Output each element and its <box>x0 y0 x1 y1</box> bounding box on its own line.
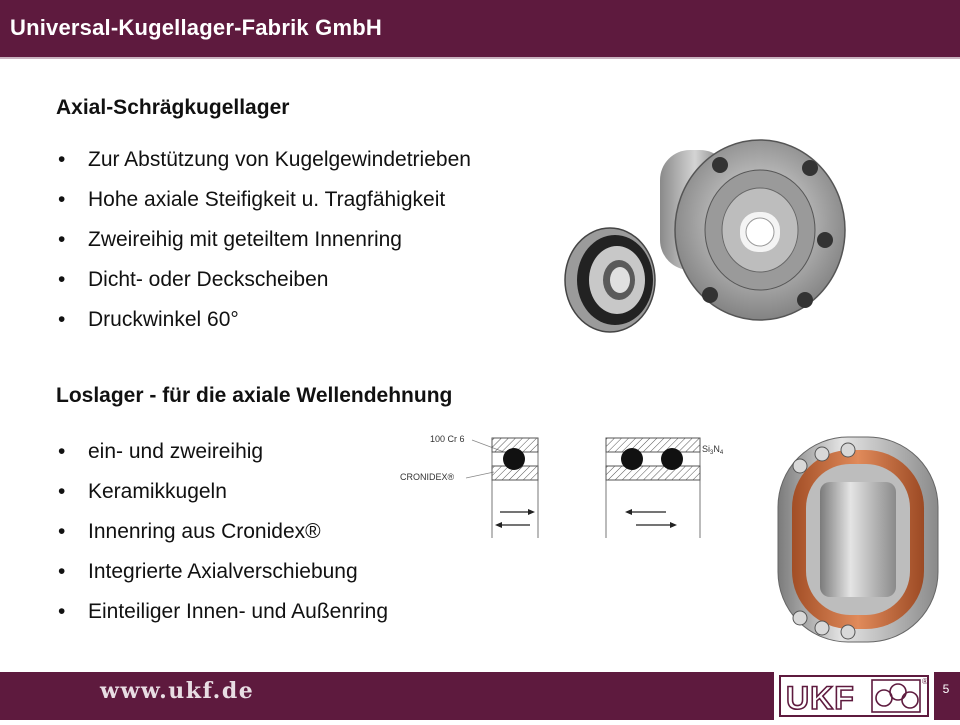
list-item-text: Integrierte Axialverschiebung <box>88 560 358 583</box>
label-100cr6: 100 Cr 6 <box>430 434 465 444</box>
list-item-text: Hohe axiale Steifigkeit u. Tragfähigkeit <box>88 188 446 211</box>
bullet-icon: • <box>58 268 66 291</box>
list-item-text: Innenring aus Cronidex® <box>88 520 321 543</box>
list-item <box>58 432 388 472</box>
list-item <box>58 472 388 512</box>
bullet-icon: • <box>58 308 66 331</box>
list-item <box>58 592 388 632</box>
list-item <box>58 260 471 300</box>
list-item-text: Zur Abstützung von Kugelgewindetrieben <box>88 148 471 171</box>
bearing-cross-section-diagram <box>396 430 736 550</box>
section-title-loslager: Loslager - für die axiale Wellendehnung <box>56 384 453 407</box>
list-item <box>58 300 471 340</box>
list-item <box>58 140 471 180</box>
list-item <box>58 220 471 260</box>
bullet-icon: • <box>58 188 66 211</box>
list-item-text: Zweireihig mit geteiltem Innenring <box>88 228 402 251</box>
bullet-icon: • <box>58 600 66 623</box>
section-title-axial: Axial-Schrägkugellager <box>56 96 290 119</box>
header-divider <box>0 57 960 59</box>
bullet-icon: • <box>58 480 66 503</box>
bullet-list-axial <box>58 140 471 340</box>
list-item <box>58 552 388 592</box>
ceramic-bearing-photo <box>770 432 945 652</box>
list-item-text: Einteiliger Innen- und Außenring <box>88 600 389 623</box>
list-item <box>58 180 471 220</box>
bullet-list-loslager <box>58 432 388 632</box>
logo-text: UKF <box>786 680 855 716</box>
label-si3n4: $Si_3N_4$ <box>702 444 724 456</box>
bullet-icon: • <box>58 560 66 583</box>
list-item-text: Druckwinkel 60° <box>88 308 239 331</box>
page-number-box <box>934 672 960 720</box>
axial-bearing-photo <box>560 130 850 360</box>
ukf-logo <box>774 672 934 720</box>
label-cronidex: CRONIDEX® <box>400 472 455 482</box>
logo-registered-mark: ® <box>922 677 928 686</box>
list-item-text: ein- und zweireihig <box>88 440 264 463</box>
list-item <box>58 512 388 552</box>
bullet-icon: • <box>58 520 66 543</box>
bullet-icon: • <box>58 148 66 171</box>
page-number: 5 <box>942 682 950 696</box>
list-item-text: Dicht- oder Deckscheiben <box>88 268 329 291</box>
bullet-icon: • <box>58 440 66 463</box>
company-title: Universal-Kugellager-Fabrik GmbH <box>10 15 382 40</box>
bullet-icon: • <box>58 228 66 251</box>
list-item-text: Keramikkugeln <box>88 480 227 503</box>
website-url: www.ukf.de <box>100 678 255 704</box>
